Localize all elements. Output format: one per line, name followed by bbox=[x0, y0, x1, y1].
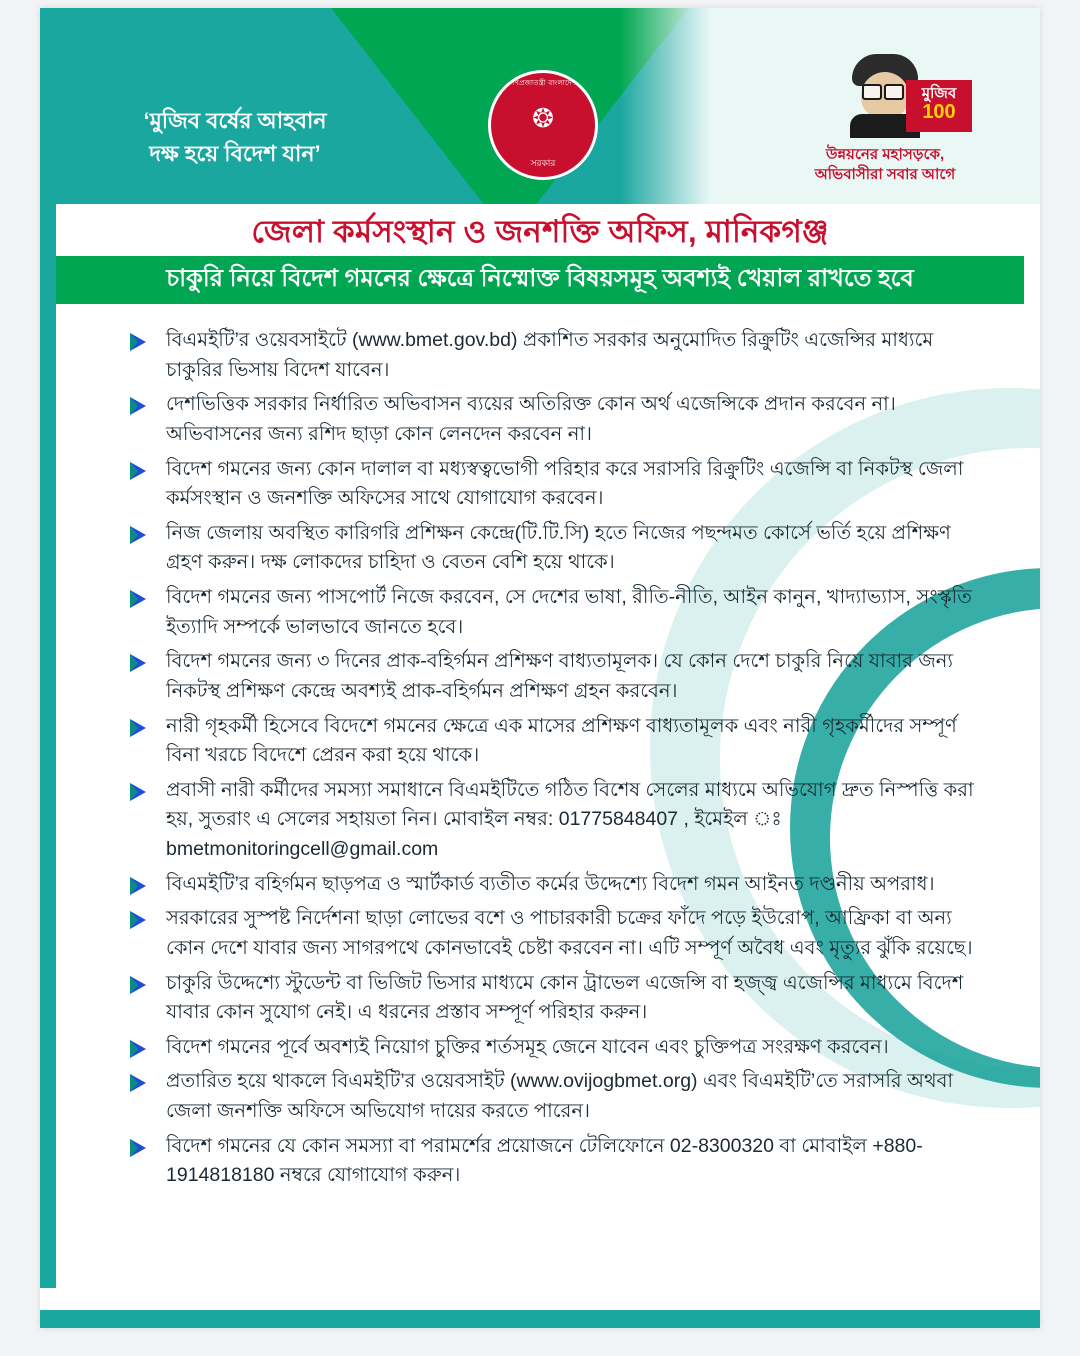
list-item bbox=[128, 712, 988, 771]
list-item bbox=[128, 583, 988, 642]
arrow-bullet-icon bbox=[130, 1040, 146, 1058]
arrow-bullet-icon bbox=[130, 1074, 146, 1092]
arrow-bullet-icon bbox=[130, 590, 146, 608]
advisory-list bbox=[128, 326, 988, 1196]
portrait-glasses-right bbox=[884, 84, 904, 100]
arrow-bullet-icon bbox=[130, 333, 146, 351]
arrow-bullet-icon bbox=[130, 719, 146, 737]
mujib-centenary-badge bbox=[906, 80, 972, 132]
left-accent-stripe bbox=[40, 204, 56, 1328]
list-item-text: প্রতারিত হয়ে থাকলে বিএমইটি’র ওয়েবসাইট (www.ovijogbmet.org) এবং বিএমইটি’তে সরাসরি অথবা জেলা জনশক্তি অফিসে অভিযোগ দায়ের করতে পারেন। bbox=[166, 1070, 954, 1122]
list-item bbox=[128, 1132, 988, 1191]
arrow-bullet-icon bbox=[130, 911, 146, 929]
portrait-glasses-left bbox=[862, 84, 882, 100]
mujib-caption-line-1: উন্নয়নের মহাসড়কে, bbox=[825, 146, 945, 163]
list-item-text: প্রবাসী নারী কর্মীদের সমস্যা সমাধানে বিএমইটিতে গঠিত বিশেষ সেলের মাধ্যমে অভিযোগ দ্রুত নিস্পত্তি করা হয়, সুতরাং এ সেলের সহায়তা নিন। মোবাইল নম্বর: 01775848407 , ইমেইল ঃ bmetmonitoringcell@gmail.com bbox=[166, 778, 974, 860]
bottom-accent-stripe bbox=[40, 1310, 1040, 1328]
mujib-caption bbox=[770, 145, 1000, 186]
arrow-bullet-icon bbox=[130, 397, 146, 415]
list-item bbox=[128, 647, 988, 706]
emblem-bottom-text: সরকার bbox=[530, 158, 556, 168]
arrow-bullet-icon bbox=[130, 462, 146, 480]
list-item-text: বিএমইটি’র ওয়েবসাইটে (www.bmet.gov.bd) প্রকাশিত সরকার অনুমোদিত রিক্রুটিং এজেন্সির মাধ্যমে চাকুরির ভিসায় বিদেশ যাবেন। bbox=[166, 329, 934, 381]
arrow-bullet-icon bbox=[130, 654, 146, 672]
arrow-bullet-icon bbox=[130, 526, 146, 544]
arrow-bullet-icon bbox=[130, 877, 146, 895]
ribbon-title: চাকুরি নিয়ে বিদেশ গমনের ক্ষেত্রে নিম্মোক্ত বিষয়সমূহ অবশ্যই খেয়াল রাখতে হবে bbox=[166, 265, 914, 292]
list-item bbox=[128, 969, 988, 1028]
list-item bbox=[128, 1067, 988, 1126]
header-fade bbox=[620, 8, 710, 204]
arrow-bullet-icon bbox=[130, 783, 146, 801]
instruction-ribbon bbox=[56, 256, 1024, 304]
poster-canvas bbox=[40, 8, 1040, 1328]
list-item-text: নিজ জেলায় অবস্থিত কারিগরি প্রশিক্ষন কেন্দ্রে(টি.টি.সি) হতে নিজের পছন্দমত কোর্সে ভর্তি হয়ে প্রশিক্ষণ গ্রহণ করুন। দক্ষ লোকদের চাহিদা ও বেতন বেশি হয়ে থাকে। bbox=[166, 521, 951, 574]
list-item-text: বিদেশ গমনের পূর্বে অবশ্যই নিয়োগ চুক্তির শর্তসমূহ জেনে যাবেন এবং চুক্তিপত্র সংরক্ষণ করবেন। bbox=[166, 1035, 889, 1058]
list-item bbox=[128, 870, 988, 900]
list-item bbox=[128, 904, 988, 963]
list-item bbox=[128, 1033, 988, 1063]
list-item-text: নারী গৃহকর্মী হিসেবে বিদেশে গমনের ক্ষেত্রে এক মাসের প্রশিক্ষণ বাধ্যতামূলক এবং নারী গৃহকর্মীদের সম্পূর্ণ বিনা খরচে বিদেশে প্রেরন করা হয়ে থাকে। bbox=[166, 714, 957, 767]
slogan-line-1: ‘মুজিব বর্ষের আহবান bbox=[143, 108, 327, 133]
list-item-text: সরকারের সুস্পষ্ট নির্দেশনা ছাড়া লোভের বশে ও পাচারকারী চক্রের ফাঁদে পড়ে ইউরোপ, আফ্রিকা বা অন্য কোন দেশে যাবার জন্য সাগরপথে কোনভাবেই চেষ্টা করবেন না। এটি সম্পূর্ণ অবৈধ এবং মৃত্যুর ঝুঁকি রয়েছে। bbox=[166, 907, 973, 959]
list-item bbox=[128, 519, 988, 578]
list-item bbox=[128, 455, 988, 514]
mujib-caption-line-2: অভিবাসীরা সবার আগে bbox=[814, 166, 956, 184]
list-item-text: বিএমইটি’র বহির্গমন ছাড়পত্র ও স্মার্টকার্ড ব্যতীত কর্মের উদ্দেশ্যে বিদেশ গমন আইনত দণ্ডনীয় অপরাধ। bbox=[166, 872, 935, 895]
arrow-bullet-icon bbox=[130, 1139, 146, 1157]
list-item bbox=[128, 390, 988, 449]
mujib-badge-text: মুজিব bbox=[921, 85, 957, 102]
arrow-bullet-icon bbox=[130, 976, 146, 994]
mujib-borsho-logo bbox=[770, 54, 1000, 186]
list-item bbox=[128, 326, 988, 385]
list-item-text: বিদেশ গমনের জন্য পাসপোর্ট নিজে করবেন, সে দেশের ভাষা, রীতি-নীতি, আইন কানুন, খাদ্যাভ্যাস, সংস্কৃতি ইত্যাদি সম্পর্কে ভালভাবে জানতে হবে। bbox=[166, 586, 972, 638]
emblem-center-glyph: ❂ bbox=[532, 103, 554, 133]
list-item-text: চাকুরি উদ্দেশ্যে স্টুডেন্ট বা ভিজিট ভিসার মাধ্যমে কোন ট্রাভেল এজেন্সি বা হজ্জ্ব এজেন্সির মাধ্যমে বিদেশ যাবার কোন সুযোগ নেই। এ ধরনের প্রস্তাব সম্পূর্ণ পরিহার করুন। bbox=[166, 971, 964, 1024]
mujib-badge-number: 100 bbox=[922, 100, 956, 123]
list-item-text: বিদেশ গমনের জন্য ৩ দিনের প্রাক-বহির্গমন প্রশিক্ষণ বাধ্যতামূলক। যে কোন দেশে চাকুরি নিয়ে যাবার জন্য নিকটস্থ প্রশিক্ষণ কেন্দ্রে অবশ্যই প্রাক-বহির্গমন প্রশিক্ষণ গ্রহন করবেন। bbox=[166, 650, 954, 702]
list-item bbox=[128, 776, 988, 865]
national-emblem-icon bbox=[488, 70, 598, 180]
bottom-white-band bbox=[40, 1288, 1040, 1310]
emblem-top-text: গণপ্রজাতন্ত্রী বাংলাদেশ bbox=[509, 80, 577, 87]
header-slogan bbox=[110, 104, 360, 170]
list-item-text: বিদেশ গমনের যে কোন সমস্যা বা পরামর্শের প্রয়োজনে টেলিফোনে 02-8300320 বা মোবাইল +880-1914818180 নম্বরে যোগাযোগ করুন। bbox=[166, 1134, 923, 1187]
office-title: জেলা কর্মসংস্থান ও জনশক্তি অফিস, মানিকগঞ্জ bbox=[251, 214, 829, 249]
slogan-line-2: দক্ষ হয়ে বিদেশ যান’ bbox=[149, 141, 321, 166]
list-item-text: দেশভিত্তিক সরকার নির্ধারিত অভিবাসন ব্যয়ের অতিরিক্ত কোন অর্থ এজেন্সিকে প্রদান করবেন না। অভিবাসনের জন্য রশিদ ছাড়া কোন লেনদেন করবেন না। bbox=[166, 393, 896, 445]
poster-header bbox=[40, 8, 1040, 204]
list-item-text: বিদেশ গমনের জন্য কোন দালাল বা মধ্যস্বত্বভোগী পরিহার করে সরাসরি রিক্রুটিং এজেন্সি বা নিকটস্থ জেলা কর্মসংস্থান ও জনশক্তি অফিসের সাথে যোগাযোগ করবেন। bbox=[166, 457, 964, 510]
